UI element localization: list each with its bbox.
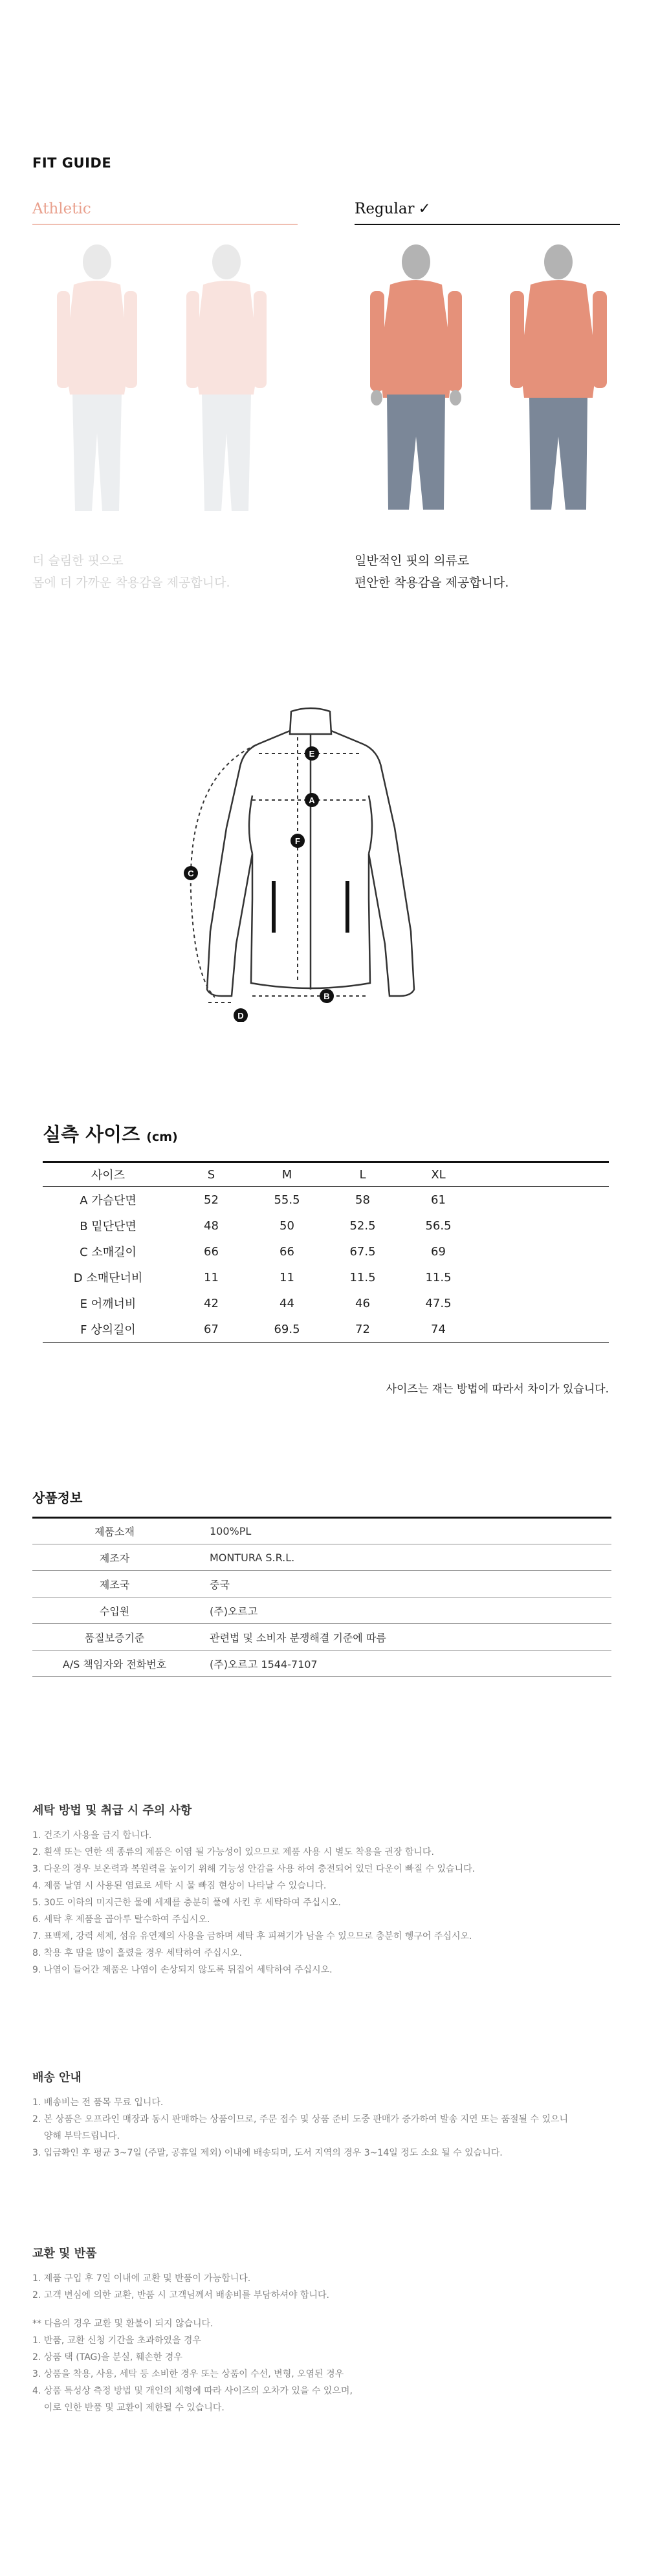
header-m: M xyxy=(249,1162,325,1187)
fit-guide-title: FIT GUIDE xyxy=(32,155,112,171)
list-item: 4. 제품 날염 시 사용된 염료로 세탁 시 물 빠짐 현상이 나타날 수 있습니다. xyxy=(32,1881,327,1891)
size-table-header xyxy=(43,1162,609,1187)
list-item: 3. 다운의 경우 보온력과 복원력을 높이기 위해 기능성 안감을 사용 하여 충전되어 있던 다운이 빠질 수 있습니다. xyxy=(32,1864,476,1874)
header-s: S xyxy=(173,1162,249,1187)
athletic-figures xyxy=(32,239,298,517)
size-chart-title: 실측 사이즈 (cm) xyxy=(43,1123,178,1145)
list-item: 3. 입금확인 후 평균 3~7일 (주말, 공휴일 제외) 이내에 배송되며, 도서 지역의 경우 3~14일 정도 소요 될 수 있습니다. xyxy=(32,2148,503,2158)
fit-regular xyxy=(355,200,620,590)
table-row: 제조자 MONTURA S.R.L. xyxy=(32,1544,611,1571)
marker-d: D xyxy=(237,1011,244,1021)
regular-front-figure xyxy=(370,244,462,510)
list-item: ** 다음의 경우 교환 및 환불이 되지 않습니다. xyxy=(32,2319,214,2329)
athletic-front-figure xyxy=(57,244,137,511)
table-row: 품질보증기준 관련법 및 소비자 분쟁해결 기준에 따름 xyxy=(32,1624,611,1651)
list-item: 8. 착용 후 땀을 많이 흘렸을 경우 세탁하여 주십시오. xyxy=(32,1948,242,1958)
list-item: 양해 부탁드립니다. xyxy=(32,2131,120,2141)
regular-back-figure xyxy=(510,244,607,510)
list-item: 4. 상품 특성상 측정 방법 및 개인의 체형에 따라 사이즈의 오차가 있을 수 있으며, xyxy=(32,2386,353,2396)
fit-athletic-desc: 더 슬림한 핏으로 몸에 더 가까운 착용감을 제공합니다. xyxy=(32,554,230,590)
size-note: 사이즈는 재는 방법에 따라서 차이가 있습니다. xyxy=(386,1383,609,1396)
list-item: 1. 반품, 교환 신청 기간을 초과하였을 경우 xyxy=(32,2335,201,2346)
shipping-title: 배송 안내 xyxy=(32,2071,82,2084)
fit-athletic-label: Athletic xyxy=(32,200,298,225)
table-row: A/S 책임자와 전화번호 (주)오르고 1544-7107 xyxy=(32,1651,611,1677)
left-pocket-zip xyxy=(272,881,276,933)
table-row: F 상의길이 67 69.5 72 74 xyxy=(43,1316,609,1343)
table-row: 제조국 중국 xyxy=(32,1571,611,1597)
fit-athletic xyxy=(32,200,298,590)
list-item: 1. 건조기 사용을 금지 합니다. xyxy=(32,1830,152,1841)
list-item: 9. 나염이 들어간 제품은 나염이 손상되지 않도록 뒤집어 세탁하여 주십시오. xyxy=(32,1965,333,1975)
size-table xyxy=(43,1161,609,1343)
measure-lines xyxy=(191,737,369,1002)
marker-c: C xyxy=(188,869,194,878)
athletic-back-figure xyxy=(186,244,267,511)
measurement-diagram xyxy=(175,698,446,1022)
list-item xyxy=(32,2304,602,2315)
marker-f: F xyxy=(295,836,300,846)
fit-regular-label: Regular ✓ xyxy=(355,200,620,225)
list-item: 2. 상품 택 (TAG)을 분실, 훼손한 경우 xyxy=(32,2352,182,2363)
care-list xyxy=(32,1827,602,1978)
product-info-table xyxy=(32,1517,611,1677)
fit-regular-desc: 일반적인 핏의 의류로 편안한 착용감을 제공합니다. xyxy=(355,554,509,590)
right-pocket-zip xyxy=(345,881,349,933)
marker-e: E xyxy=(309,749,315,759)
list-item: 6. 세탁 후 제품을 곱아루 탈수하여 주십시오. xyxy=(32,1914,210,1925)
list-item: 1. 제품 구입 후 7일 이내에 교환 및 반품이 가능합니다. xyxy=(32,2273,251,2284)
check-icon: ✓ xyxy=(418,200,431,217)
list-item: 7. 표백제, 강력 세제, 섬유 유연제의 사용을 금하며 세탁 후 피쪄기가 남을 수 있으므로 충분히 헹구어 주십시오. xyxy=(32,1931,472,1942)
marker-a: A xyxy=(309,796,315,805)
care-title: 세탁 방법 및 취급 시 주의 사항 xyxy=(32,1804,192,1817)
shipping-list xyxy=(32,2094,602,2161)
table-row: B 밑단단면 48 50 52.5 56.5 xyxy=(80,1218,452,1233)
marker-b: B xyxy=(324,991,330,1001)
header-l: L xyxy=(325,1162,400,1187)
table-row: 제품소재 100%PL xyxy=(32,1518,611,1544)
regular-figures xyxy=(355,239,620,517)
table-row: C 소매길이 66 66 67.5 69 xyxy=(80,1244,446,1259)
list-item: 2. 고객 변심에 의한 교환, 반품 시 고객님께서 배송비를 부담하셔야 합니다. xyxy=(32,2290,329,2300)
exchange-title: 교환 및 반품 xyxy=(32,2247,97,2260)
table-row: E 어깨너비 42 44 46 47.5 xyxy=(80,1296,452,1311)
list-item: 5. 30도 이하의 미지근한 물에 세제를 충분히 풀에 사킨 후 세탁하여 주십시오. xyxy=(32,1898,341,1908)
list-item: 2. 흰색 또는 연한 색 종류의 제품은 이염 될 가능성이 있으므로 제품 사용 시 별도 착용을 권장 합니다. xyxy=(32,1847,434,1857)
product-info-title: 상품정보 xyxy=(32,1490,83,1506)
header-xl: XL xyxy=(400,1162,476,1187)
list-item: 3. 상품을 착용, 사용, 세탁 등 소비한 경우 또는 상품이 수선, 변형, 오염된 경우 xyxy=(32,2369,344,2379)
table-row: D 소매단너비 11 11 11.5 11.5 xyxy=(73,1270,452,1285)
list-item: 이로 인한 반품 및 교환이 제한될 수 있습니다. xyxy=(32,2403,225,2413)
header-size: 사이즈 xyxy=(43,1162,173,1187)
table-row: 수입원 (주)오르고 xyxy=(32,1597,611,1624)
table-row: A 가슴단면 52 55.5 58 61 xyxy=(80,1193,446,1207)
list-item: 2. 본 상품은 오프라인 매장과 동시 판매하는 상품이므로, 주문 접수 및 상품 준비 도중 판매가 증가하여 발송 지연 또는 품절될 수 있으니 xyxy=(32,2114,569,2125)
list-item: 1. 배송비는 전 품목 무료 입니다. xyxy=(32,2097,164,2108)
exchange-list xyxy=(32,2270,602,2416)
